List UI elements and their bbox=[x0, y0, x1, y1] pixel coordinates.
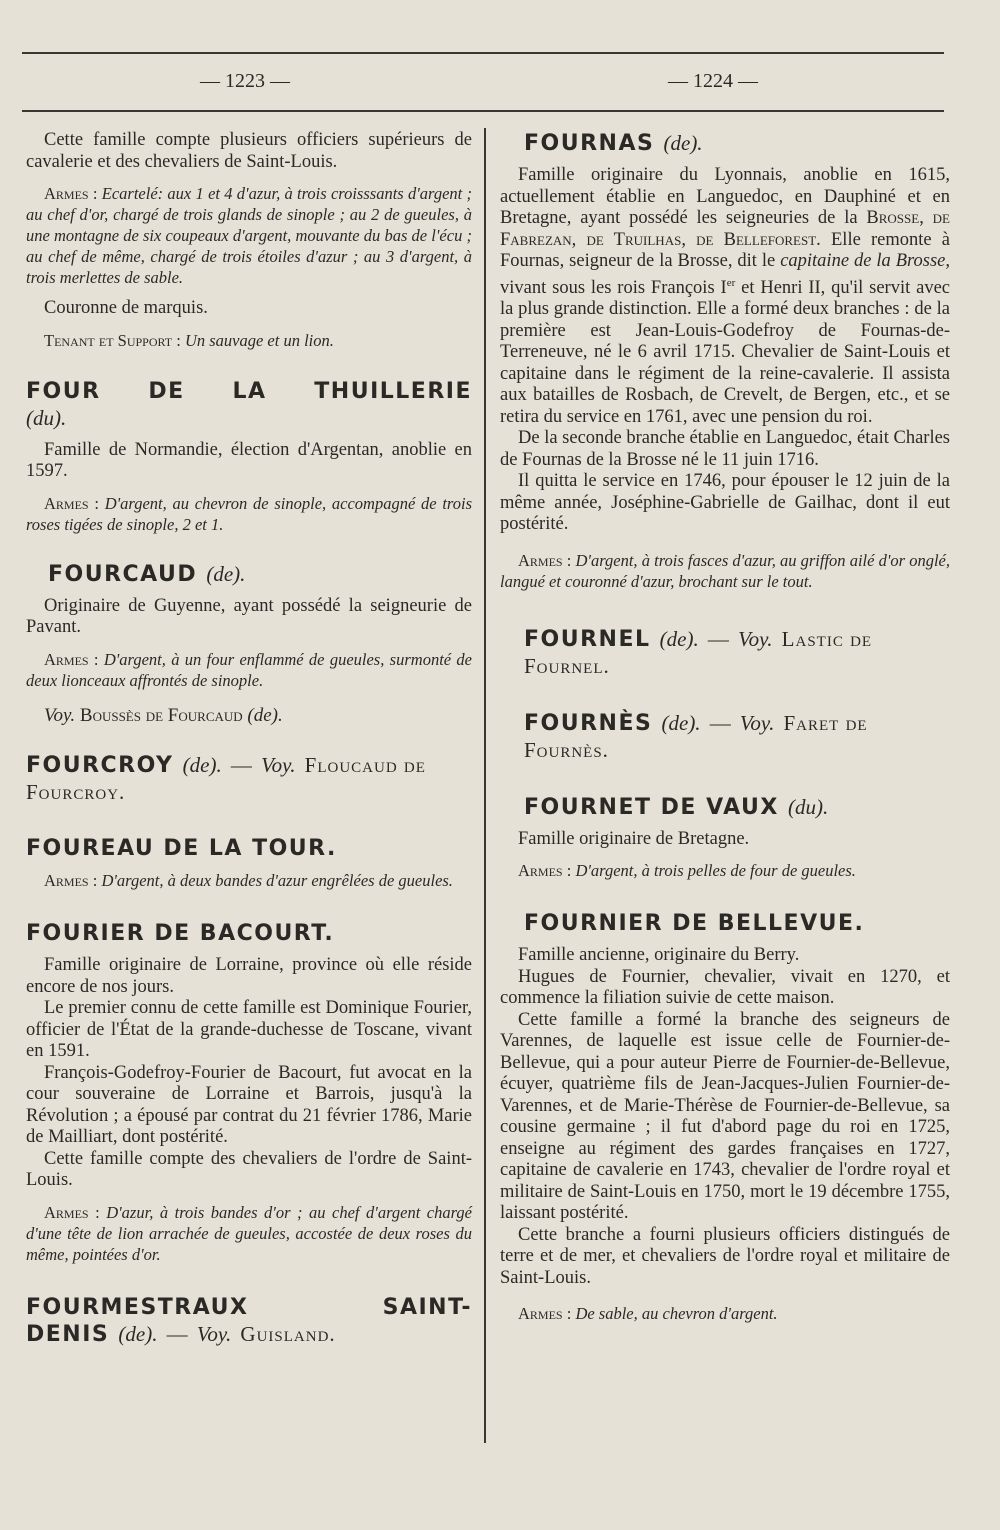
entry-arms-fournier bbox=[500, 1303, 950, 1324]
voy-reference: Lastic de Fournel. bbox=[524, 626, 873, 678]
entry-text-fourier-3: François-Godefroy-Fourier de Bacourt, fut avocat en la cour souveraine de Lorraine et Barrois, jusqu'à la Révolution ; a épousé par contrat du 21 février 1786, Marie de Mailliart, dont postérité. bbox=[26, 1062, 472, 1147]
voy-label: Voy. bbox=[44, 704, 76, 726]
arms-label: Armes : bbox=[518, 550, 572, 570]
text-fragment: Elle remonte à Fournas, seigneur de la Brosse, dit le bbox=[500, 229, 950, 271]
intro-paragraph: Cette famille compte plusieurs officiers supérieurs de cavalerie et des chevaliers de Saint-Louis. bbox=[26, 130, 472, 172]
arms-text: D'argent, au chevron de sinople, accompagné de trois roses tigées de sinople, 2 et 1. bbox=[26, 493, 473, 534]
entry-arms-fourier bbox=[26, 1202, 472, 1265]
text-fragment: vivant sous les rois François I bbox=[500, 277, 727, 298]
right-column bbox=[500, 130, 950, 1324]
heading-particle: (de). bbox=[182, 753, 222, 777]
voy-label: Voy. bbox=[739, 710, 775, 735]
intro-arms bbox=[26, 183, 472, 288]
text-fragment: et Henri II, qu'il servit avec la plus grande distinction. Elle a formé deux branches : de la première est Jean-Louis-Godefroy de Fournas-de-Terreneuve, né le 6 avril 1715. Chevalier de Saint-Louis et capitaine dans le régiment de la reine-cavalerie. Il assista aux batailles de Rosbach, de Crevelt, de Bergen, etc., et se retira du service en 1761, avec une pension du roi. bbox=[500, 277, 950, 427]
arms-label: Armes : bbox=[44, 493, 99, 513]
voy-label: Voy. bbox=[738, 626, 773, 651]
heading-title: FOURNAS bbox=[524, 131, 655, 156]
arms-label: Armes : bbox=[518, 1304, 572, 1324]
entry-text-fourcaud: Originaire de Guyenne, ayant possédé la seigneurie de Pavant. bbox=[26, 595, 472, 637]
page-number-left: — 1223 — bbox=[200, 70, 290, 92]
heading-title-line-1: FOURMESTRAUX SAINT- bbox=[26, 1294, 472, 1320]
arms-text: D'azur, à trois bandes d'or ; au chef d'argent chargé d'une tête de lion arrachée de gueules, accostée de deux roses du même, pointées d'or. bbox=[26, 1202, 473, 1264]
voy-reference: Faret de Fournès. bbox=[524, 710, 868, 762]
nickname: capitaine de la Brosse, bbox=[780, 251, 951, 271]
heading-title: FOURIER DE BACOURT. bbox=[26, 921, 335, 946]
heading-particle: (de). bbox=[118, 1321, 158, 1346]
intro-crown: Couronne de marquis. bbox=[44, 298, 208, 318]
entry-heading-fournier bbox=[500, 911, 950, 937]
left-column bbox=[26, 130, 472, 1356]
support-label: Tenant et Support : bbox=[44, 330, 181, 350]
superscript: er bbox=[726, 276, 736, 289]
heading-title: FOURNIER DE BELLEVUE. bbox=[524, 911, 865, 937]
arms-label: Armes : bbox=[44, 1202, 100, 1222]
entry-heading-fourier bbox=[26, 921, 472, 947]
voy-label: Voy. bbox=[196, 1321, 232, 1346]
arms-label: Armes : bbox=[518, 861, 572, 881]
heading-particle: (de). bbox=[661, 710, 701, 735]
entry-heading-four bbox=[26, 379, 472, 432]
entry-heading-fournet bbox=[500, 794, 950, 821]
heading-title: FOURCAUD bbox=[48, 561, 198, 587]
heading-particle: (du). bbox=[787, 794, 829, 819]
entry-text-fournier-2: Hugues de Fournier, chevalier, vivait en 1270, et commence la filiation suivie de cette maison. bbox=[500, 966, 950, 1009]
voy-reference: Boussès de Fourcaud bbox=[79, 704, 243, 726]
column-divider bbox=[484, 128, 486, 1443]
entry-text-fourier-2: Le premier connu de cette famille est Dominique Fourier, officier de l'État de la grande-duchesse de Toscane, vivant en 1591. bbox=[26, 998, 472, 1061]
seigneuries-list: Brosse, de Fabrezan, de Truilhas, de Belleforest. bbox=[500, 208, 950, 250]
arms-label: Armes : bbox=[44, 871, 98, 890]
entry-text-fournier-1: Famille ancienne, originaire du Berry. bbox=[518, 945, 800, 966]
heading-title: FOURNET DE VAUX bbox=[524, 794, 779, 820]
heading-particle: (de). bbox=[663, 131, 703, 155]
entry-text-fournier-3: Cette famille a formé la branche des seigneurs de Varennes, de laquelle est issue celle de Fournier-de-Bellevue, qui a pour auteur Pierre de Fournier-de-Bellevue, écuyer, quatrième fils de Jean-Jacques-Julien Fournier-de-Varennes, et de Marie-Thérèse de Fournier-de-Bellevue, sa cousine germaine ; il fut d'abord page du roi en 1725, enseigne au régiment des gardes françaises en 1727, capitaine de cavalerie en 1743, chevalier de l'ordre royal et militaire de Saint-Louis en 1750, mort le 19 décembre 1755, laissant postérité. bbox=[500, 1009, 950, 1224]
entry-arms-fournas bbox=[500, 550, 950, 592]
heading-dash: — bbox=[707, 626, 729, 651]
arms-label: Armes : bbox=[44, 184, 98, 203]
heading-dash: — bbox=[230, 753, 252, 777]
heading-title: FOURNÈS bbox=[524, 710, 653, 736]
entry-heading-foureau bbox=[26, 836, 472, 862]
arms-text: Ecartelé: aux 1 et 4 d'azur, à trois croisssants d'argent ; au chef d'or, chargé de trois glands de sinople ; au 2 de gueules, à une montagne de six coupeaux d'argent, mouvante du bas de l'écu ; au chef de même, chargé de trois étoiles d'azur ; au 3 d'argent, à trois merlettes de sable. bbox=[26, 184, 473, 287]
entry-heading-fourcroy bbox=[26, 752, 472, 806]
heading-title: FOUREAU DE LA TOUR. bbox=[26, 836, 337, 861]
arms-text: D'argent, à un four enflammé de gueules, surmonté de deux lionceaux affrontés de sinople. bbox=[26, 649, 472, 690]
arms-text: D'argent, à trois fasces d'azur, au griffon ailé d'or onglé, langué et couronné d'azur, brochant sur le tout. bbox=[500, 550, 951, 591]
support-text: Un sauvage et un lion. bbox=[184, 330, 334, 350]
entry-text-fournet: Famille originaire de Bretagne. bbox=[518, 828, 750, 849]
heading-title: FOURCROY bbox=[26, 753, 174, 778]
entry-text-fourier-4: Cette famille compte des chevaliers de l'ordre de Saint-Louis. bbox=[26, 1148, 472, 1190]
entry-text-fourier-1: Famille originaire de Lorraine, province où elle réside encore de nos jours. bbox=[26, 955, 472, 997]
heading-dash: — bbox=[709, 710, 731, 735]
entry-heading-fournes bbox=[500, 710, 950, 764]
voy-particle: (de). bbox=[247, 704, 283, 726]
entry-arms-fournet bbox=[500, 860, 950, 881]
entry-heading-fourcaud bbox=[26, 561, 472, 588]
entry-heading-fourmestraux bbox=[26, 1295, 472, 1348]
voy-label: Voy. bbox=[261, 753, 296, 777]
header-rule bbox=[22, 110, 944, 112]
arms-text: D'argent, à trois pelles de four de gueules. bbox=[575, 861, 856, 881]
arms-text: D'argent, à deux bandes d'azur engrêlées de gueules. bbox=[101, 871, 453, 890]
entry-arms-four bbox=[26, 493, 472, 535]
entry-heading-fournel bbox=[500, 626, 950, 680]
voy-reference: Floucaud de Fourcroy. bbox=[26, 753, 426, 804]
entry-text-fournas-3: Il quitta le service en 1746, pour épouser le 12 juin de la même année, Joséphine-Gabrielle de Gailhac, dont il eut postérité. bbox=[500, 471, 950, 535]
entry-text-four: Famille de Normandie, élection d'Argentan, anoblie en 1597. bbox=[26, 439, 472, 481]
text-fragment: Famille originaire du Lyonnais, anoblie en 1615, actuellement établie en Languedoc, en Dauphiné et en Bretagne, ayant possédé les seigneuries de la bbox=[500, 165, 950, 228]
entry-text-fournas-1 bbox=[500, 165, 950, 428]
see-also-fourcaud bbox=[26, 705, 472, 727]
entry-text-fournier-4: Cette branche a fourni plusieurs officiers distingués de terre et de mer, et chevaliers de l'ordre royal et militaire de Saint-Louis. bbox=[500, 1224, 950, 1288]
page-number-right: — 1224 — bbox=[668, 70, 758, 92]
heading-title: FOUR DE LA THUILLERIE bbox=[26, 378, 472, 404]
top-rule bbox=[22, 52, 944, 54]
heading-title: FOURNEL bbox=[524, 626, 651, 652]
intro-support bbox=[26, 330, 472, 351]
entry-text-fournas-2: De la seconde branche établie en Languedoc, était Charles de Fournas de la Brosse né le 11 juin 1716. bbox=[500, 428, 950, 470]
heading-particle: (de). bbox=[206, 561, 246, 586]
entry-arms-fourcaud bbox=[26, 649, 472, 691]
arms-label: Armes : bbox=[44, 649, 99, 669]
arms-text: De sable, au chevron d'argent. bbox=[575, 1304, 778, 1324]
heading-particle: (du). bbox=[26, 405, 67, 430]
voy-reference: Guisland. bbox=[240, 1321, 336, 1346]
entry-arms-foureau bbox=[26, 870, 472, 891]
entry-heading-fournas bbox=[500, 130, 950, 157]
heading-title-line-2: DENIS bbox=[26, 1321, 110, 1347]
heading-dash: — bbox=[166, 1321, 188, 1346]
heading-particle: (de). bbox=[659, 626, 699, 651]
